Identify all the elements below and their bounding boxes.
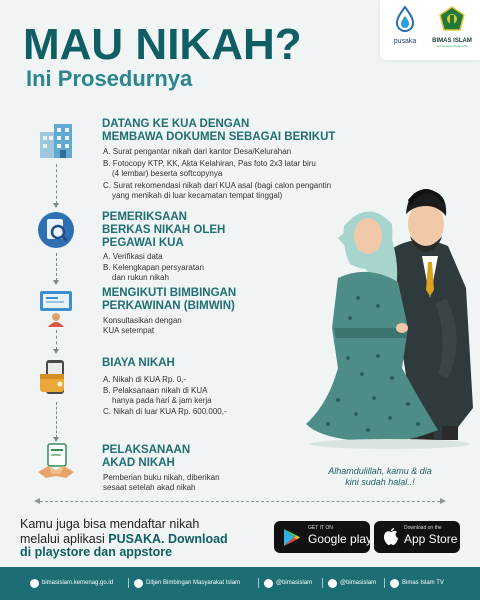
globe-icon <box>30 579 39 588</box>
step-1-title-line: MEMBAWA DOKUMEN SEBAGAI BERIKUT <box>102 131 336 143</box>
footer-youtube[interactable] <box>390 576 444 590</box>
halal-note <box>300 466 460 488</box>
wallet-phone-icon <box>36 358 76 398</box>
step-3-item: KUA setempat <box>103 326 155 335</box>
step-5-item: sesaat setelah akad nikah <box>103 483 196 492</box>
youtube-icon <box>390 579 399 588</box>
flow-arrow <box>53 280 59 285</box>
step-2-item: dan rukun nikah <box>112 273 169 282</box>
google-play-label: Google play <box>308 532 373 546</box>
footer-twitter-label: @bimasislam <box>276 580 313 586</box>
footer-instagram-label: @bimasislam <box>340 580 377 586</box>
step-5-title-line: AKAD NIKAH <box>102 457 175 469</box>
promo-app-name: PUSAKA. Download <box>108 532 228 546</box>
footer-youtube-label: Bimas Islam TV <box>402 580 444 586</box>
instagram-icon <box>328 579 337 588</box>
footer-twitter[interactable] <box>264 576 312 590</box>
footer-website-label: bimasislam.kemenag.go.id <box>42 580 114 586</box>
page-subtitle: Ini Prosedurnya <box>26 66 193 91</box>
app-store-button[interactable] <box>374 521 460 553</box>
google-play-small-label: GET IT ON <box>308 525 333 531</box>
footer-separator <box>384 578 385 588</box>
step-2-item: B. Kelengkapan persyaratan <box>103 263 204 272</box>
step-1-item: A. Surat pengantar nikah dari kantor Desa/Kelurahan <box>103 147 292 156</box>
handshake-certificate-icon <box>36 442 76 482</box>
halal-note-line: kini sudah halal..! <box>345 477 415 487</box>
presentation-icon <box>36 287 76 327</box>
step-2-item: A. Verifikasi data <box>103 252 163 261</box>
pusaka-logo <box>386 6 424 45</box>
step-1-title <box>102 118 335 144</box>
footer-separator <box>128 578 129 588</box>
google-play-button[interactable] <box>274 521 373 553</box>
promo-line-2-text: melalui aplikasi <box>20 532 109 546</box>
app-store-label: App Store <box>404 532 458 546</box>
google-play-icon <box>283 528 301 547</box>
facebook-icon <box>134 579 143 588</box>
office-building-icon <box>36 120 76 160</box>
flow-connector <box>56 330 57 350</box>
bimas-islam-logo <box>428 6 476 48</box>
document-search-icon <box>36 210 76 250</box>
flow-connector <box>56 164 57 204</box>
step-2-title-line: BERKAS NIKAH OLEH <box>102 224 226 236</box>
apple-icon <box>383 527 399 546</box>
footer-facebook-label: Ditjen Bimbingan Masyarakat Islam <box>146 580 241 586</box>
flow-arrow <box>53 349 59 354</box>
step-3-title-line: PERKAWINAN (BIMWIN) <box>102 300 235 312</box>
step-2-title-line: PEMERIKSAAN <box>102 211 187 223</box>
pusaka-label: pusaka <box>393 38 417 45</box>
step-1-item: C. Surat rekomendasi nikah dari KUA asal (bagi calon pengantin <box>103 181 332 190</box>
step-5-title <box>102 444 190 470</box>
promo-line-1: Kamu juga bisa mendaftar nikah <box>20 517 200 531</box>
step-4-title <box>102 357 175 370</box>
step-3-item: Konsultasikan dengan <box>103 316 182 325</box>
bimas-label: BIMAS ISLAM <box>432 38 472 44</box>
flow-arrow <box>53 203 59 208</box>
step-4-item: C. Nikah di luar KUA Rp. 600.000,- <box>103 407 227 416</box>
step-4-item: B. Pelaksanaan nikah di KUA <box>103 386 208 395</box>
footer-website[interactable] <box>30 576 113 590</box>
footer-instagram[interactable] <box>328 576 376 590</box>
step-4-item: hanya pada hari & jam kerja <box>112 396 212 405</box>
step-1-item: (4 lembar) beserta softcopynya <box>112 169 223 178</box>
bimas-sub-label: Kementerian Agama RI <box>436 44 468 48</box>
step-1-item: B. Fotocopy KTP, KK, Akta Kelahiran, Pas foto 2x3 latar biru <box>103 159 316 168</box>
footer-facebook[interactable] <box>134 576 240 590</box>
section-divider <box>40 501 440 502</box>
step-3-title-line: MENGIKUTI BIMBINGAN <box>102 287 237 299</box>
app-store-small-label: Download on the <box>404 525 442 531</box>
twitter-icon <box>264 579 273 588</box>
pusaka-drop-icon <box>394 6 416 32</box>
step-2-title-line: PEGAWAI KUA <box>102 237 184 249</box>
divider-arrow-right <box>440 498 446 504</box>
couple-illustration <box>298 178 480 450</box>
step-5-item: Pemberian buku nikah, diberikan <box>103 473 220 482</box>
step-5-title-line: PELAKSANAAN <box>102 444 191 456</box>
footer-separator <box>258 578 259 588</box>
step-2-title <box>102 211 225 250</box>
page-title: MAU NIKAH? <box>23 20 302 69</box>
kemenag-emblem-icon <box>439 6 465 32</box>
step-1-item: yang menikah di luar kecamatan tempat tinggal) <box>112 191 283 200</box>
step-4-title-line: BIAYA NIKAH <box>102 357 175 369</box>
step-4-item: A. Nikah di KUA Rp. 0,- <box>103 375 187 384</box>
flow-connector <box>56 253 57 281</box>
step-3-title <box>102 287 236 313</box>
flow-connector <box>56 402 57 438</box>
halal-note-line: Alhamdulillah, kamu & dia <box>328 466 432 476</box>
footer-separator <box>322 578 323 588</box>
promo-line-3: di playstore dan appstore <box>20 545 173 559</box>
promo-text <box>20 517 228 547</box>
step-1-title-line: DATANG KE KUA DENGAN <box>102 118 250 130</box>
